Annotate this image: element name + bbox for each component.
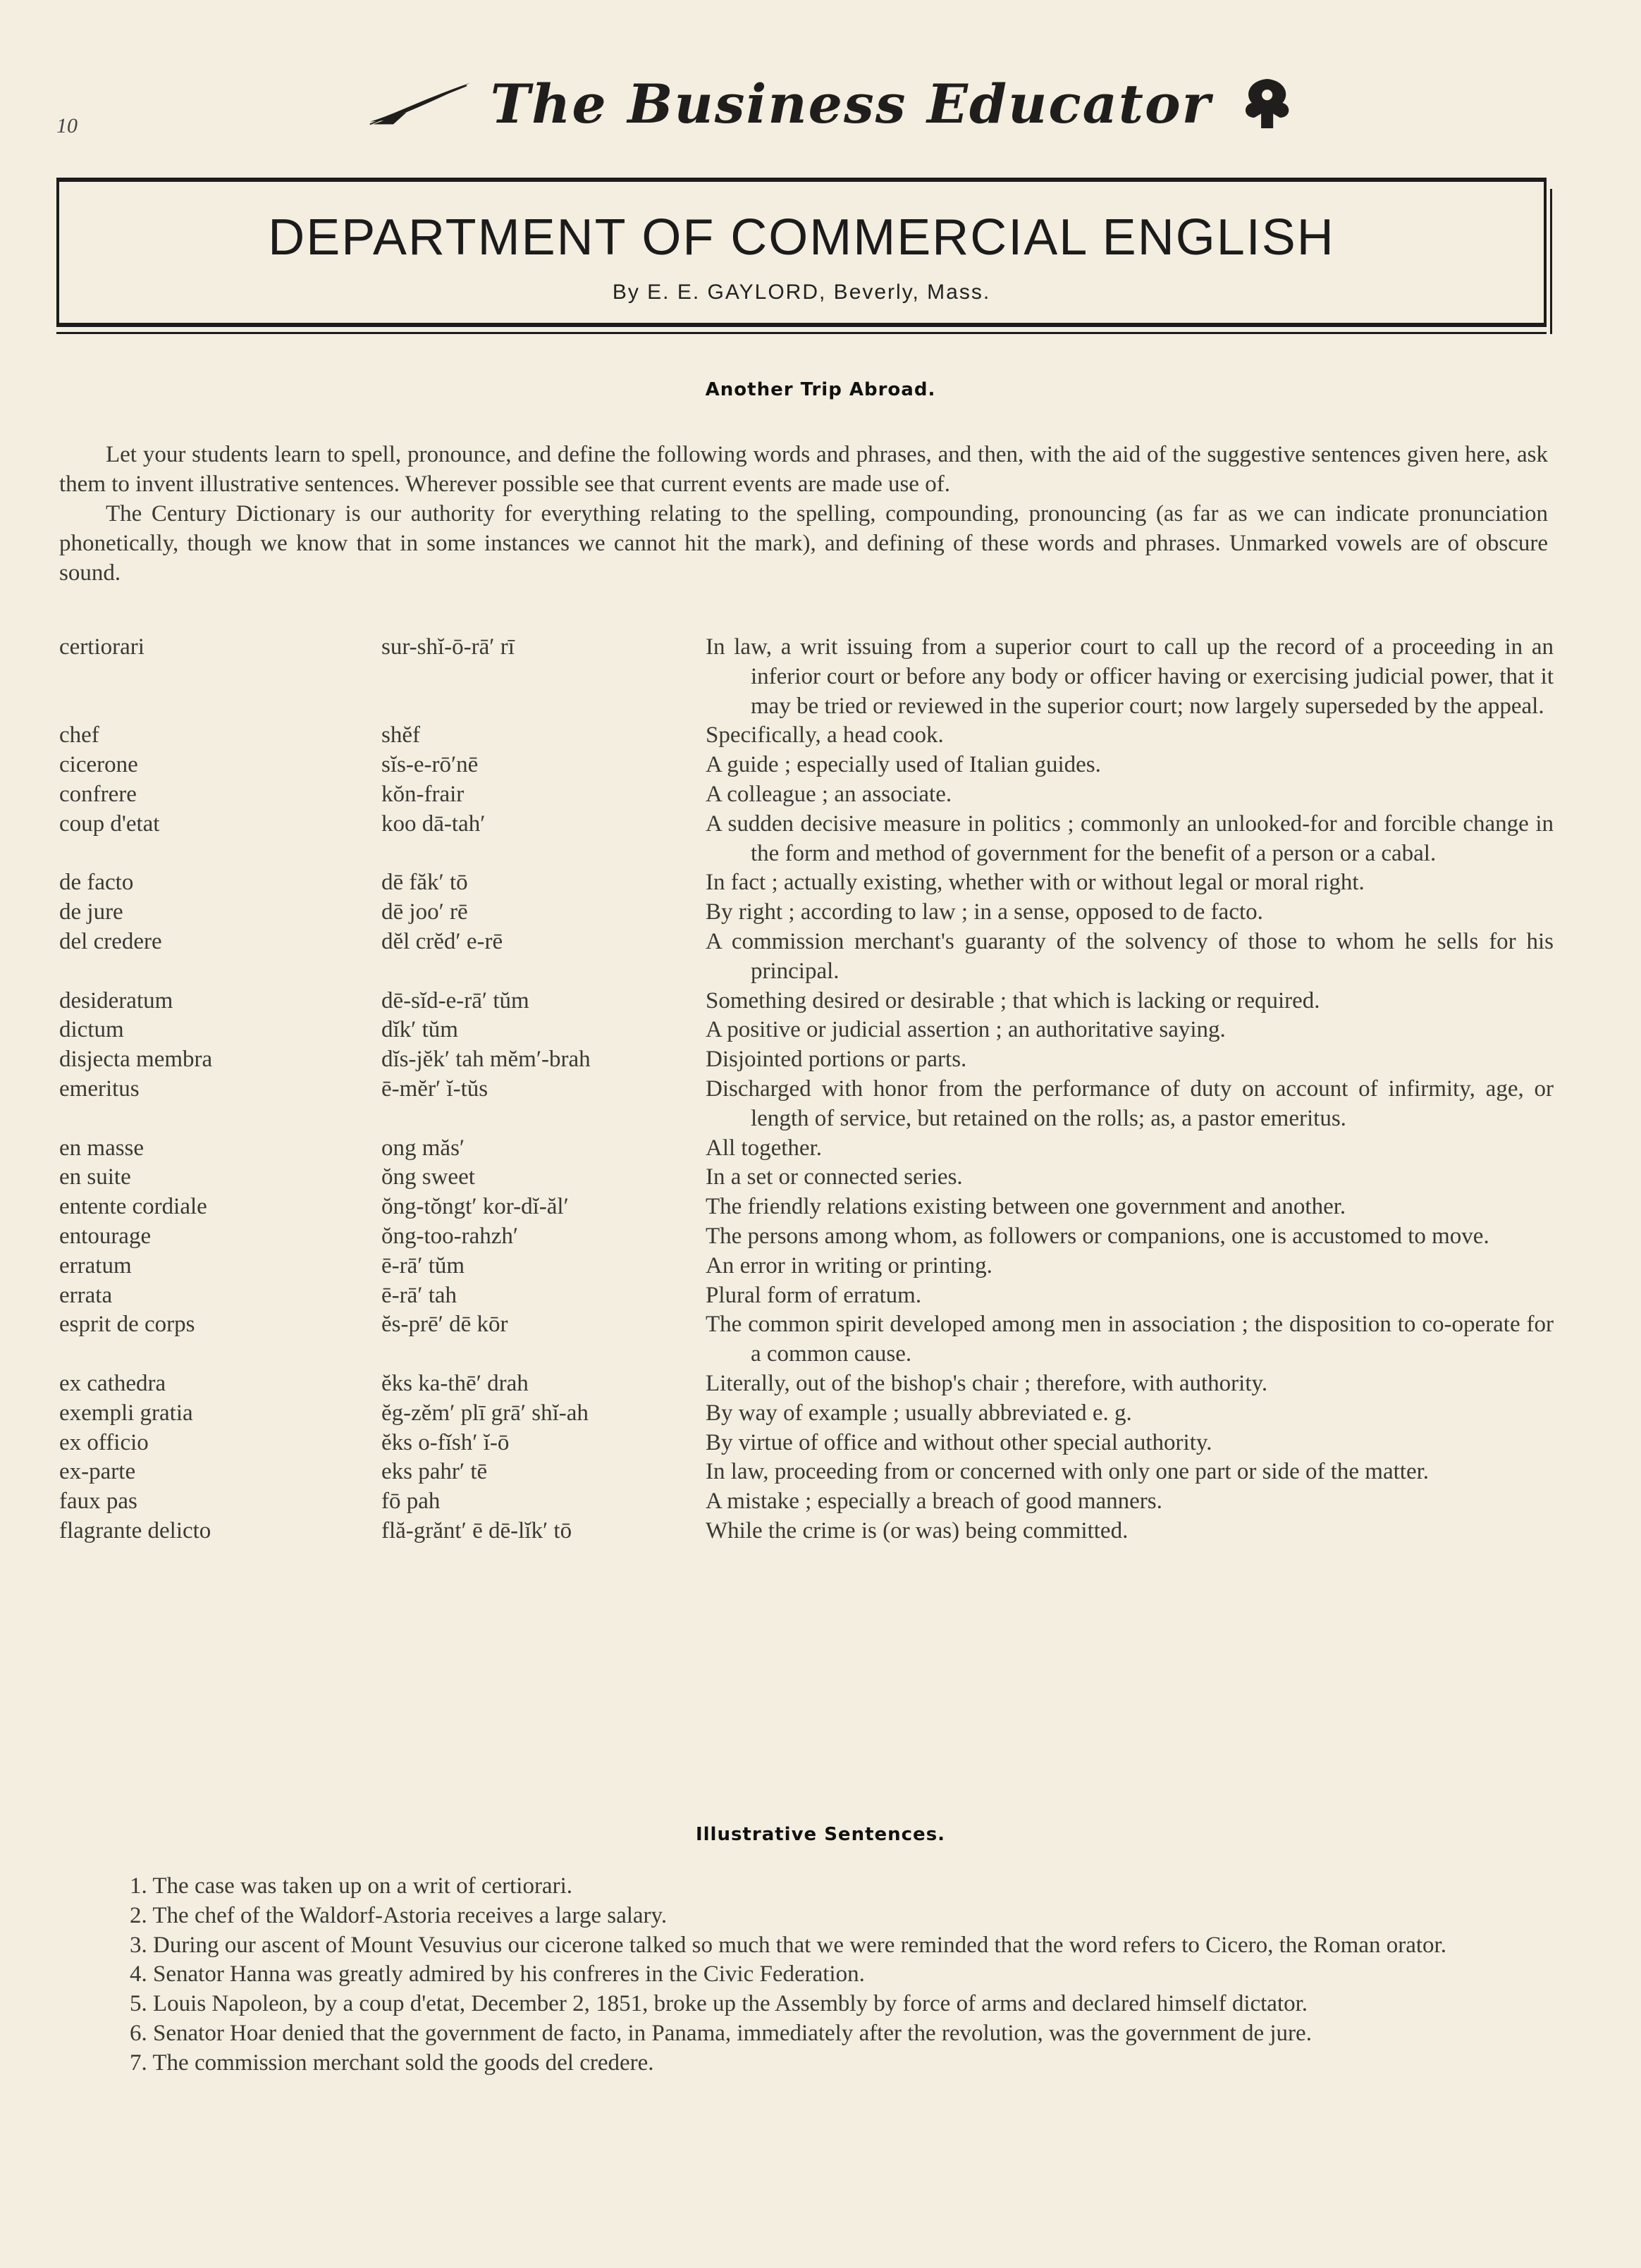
vocab-term: confrere (59, 781, 137, 807)
vocab-pronunciation: ē-mĕr′ ĭ-tŭs (381, 1076, 488, 1102)
vocabulary-table (59, 633, 1554, 1546)
vocab-row (59, 751, 1554, 780)
vocab-pronunciation: sur-shĭ-ō-rā′ rī (381, 634, 515, 660)
vocab-row (59, 1457, 1554, 1487)
vocab-row (59, 1016, 1554, 1045)
vocab-row (59, 810, 1554, 869)
vocab-definition: A mistake ; especially a breach of good manners. (706, 1489, 1162, 1515)
quill-pen-icon (367, 79, 474, 128)
example-sentence: 6. Senator Hoar denied that the government de facto, in Panama, immediately after the revolution, was the government de jure. (130, 2020, 1312, 2046)
vocab-row (59, 1252, 1554, 1281)
vocab-definition: An error in writing or printing. (706, 1252, 992, 1278)
vocab-row (59, 1281, 1554, 1311)
vocab-term: exempli gratia (59, 1400, 193, 1426)
vocab-definition: By way of example ; usually abbreviated e. g. (706, 1400, 1132, 1426)
vocab-pronunciation: dē-sĭd-e-rā′ tŭm (381, 987, 529, 1013)
vocab-term: emeritus (59, 1076, 140, 1102)
vocab-definition: A commission merchant's guaranty of the solvency of those to whom he sells for his principal. (706, 928, 1554, 984)
vocab-pronunciation: koo dā-tah′ (381, 811, 486, 837)
vocab-row (59, 1310, 1554, 1369)
vocab-term: de facto (59, 870, 134, 896)
vocab-pronunciation: ē-rā′ tŭm (381, 1252, 465, 1278)
vocab-term: entente cordiale (59, 1194, 207, 1220)
example-sentence: 3. During our ascent of Mount Vesuvius our cicerone talked so much that we were reminded that the word refers to Cicero, the Roman orator. (130, 1932, 1446, 1958)
vocab-definition: In law, proceeding from or concerned with only one part or side of the matter. (706, 1459, 1430, 1485)
vocab-pronunciation: dĕl crĕd′ e-rē (381, 928, 503, 954)
vocab-definition: The persons among whom, as followers or companions, one is accustomed to move. (706, 1223, 1489, 1249)
vocab-term: ex officio (59, 1429, 149, 1455)
vocab-definition: Literally, out of the bishop's chair ; therefore, with authority. (706, 1370, 1268, 1396)
vocab-pronunciation: ŏng-too-rahzh′ (381, 1223, 519, 1249)
vocab-pronunciation: ĕg-zĕm′ plī grā′ shĭ-ah (381, 1400, 589, 1426)
vocab-pronunciation: ĕs-prē′ dē kōr (381, 1312, 508, 1338)
vocab-term: faux pas (59, 1489, 137, 1515)
vocab-term: en masse (59, 1135, 145, 1161)
vocab-row (59, 1369, 1554, 1399)
vocab-term: cicerone (59, 752, 138, 778)
masthead-title: The Business Educator (490, 72, 1212, 135)
vocab-term: esprit de corps (59, 1312, 195, 1338)
vocab-definition: Discharged with honor from the performance of duty on account of infirmity, age, or length of service, but retained on the rolls; as, a pastor emeritus. (706, 1076, 1554, 1131)
vocab-pronunciation: dē joo′ rē (381, 899, 468, 925)
vocab-pronunciation: fō pah (381, 1489, 441, 1515)
vocab-definition: The friendly relations existing between one government and another. (706, 1194, 1346, 1220)
vocab-pronunciation: flă-grănt′ ē dē-lĭk′ tō (381, 1517, 572, 1543)
vocab-pronunciation: dē făk′ tō (381, 870, 468, 896)
vocab-pronunciation: kŏn-frair (381, 781, 465, 807)
vocab-definition: In fact ; actually existing, whether with or without legal or moral right. (706, 870, 1365, 896)
vocab-term: flagrante delicto (59, 1517, 211, 1543)
vocab-term: disjecta membra (59, 1047, 213, 1073)
vocab-pronunciation: dĭk′ tŭm (381, 1017, 458, 1043)
vocab-pronunciation: shĕf (381, 722, 420, 748)
vocab-pronunciation: ĕks ka-thē′ drah (381, 1370, 529, 1396)
vocab-row (59, 927, 1554, 987)
section-title-sentences: Illustrative Sentences. (695, 1824, 946, 1845)
vocab-row (59, 780, 1554, 810)
intro-paragraph: Let your students learn to spell, pronounce, and define the following words and phrases, and then, with the aid of the suggestive sentences given here, ask them to invent illustrative sentences. Wherever possible see that current events are made use of. (59, 442, 1548, 497)
department-header-box (56, 178, 1547, 327)
vocab-pronunciation: dĭs-jĕk′ tah mĕm′-brah (381, 1047, 591, 1073)
vocab-pronunciation: sĭs-e-rō′nē (381, 752, 479, 778)
vocab-pronunciation: ŏng sweet (381, 1164, 475, 1190)
author-byline: By E. E. GAYLORD, Beverly, Mass. (612, 281, 991, 304)
vocab-definition: While the crime is (or was) being committed. (706, 1517, 1129, 1543)
vocab-row (59, 721, 1554, 751)
vocab-definition: By right ; according to law ; in a sense, opposed to de facto. (706, 899, 1263, 925)
vocab-term: en suite (59, 1164, 131, 1190)
vocab-term: certiorari (59, 634, 145, 660)
intro-paragraph: The Century Dictionary is our authority for everything relating to the spelling, compounding, pronouncing (as far as we can indicate pronunciation phonetically, though we know that in some instances we cannot hit the mark), and defining of these words and phrases. Unmarked vowels are of obscure sound. (59, 501, 1548, 586)
vocab-term: del credere (59, 928, 162, 954)
vocab-definition: A guide ; especially used of Italian guides. (706, 752, 1101, 778)
vocab-row (59, 1134, 1554, 1164)
vocab-row (59, 1163, 1554, 1192)
vocab-definition: A colleague ; an associate. (706, 781, 952, 807)
vocab-term: chef (59, 722, 99, 748)
illustrative-sentences (59, 1872, 1548, 2078)
vocab-pronunciation: ĕks o-fĭsh′ ĭ-ō (381, 1429, 510, 1455)
vocab-row (59, 1399, 1554, 1429)
vocab-term: desideratum (59, 987, 173, 1013)
vocab-pronunciation: ŏng-tŏngt′ kor-dĭ-ăl′ (381, 1194, 569, 1220)
vocab-pronunciation: ē-rā′ tah (381, 1282, 457, 1308)
vocab-definition: By virtue of office and without other special authority. (706, 1429, 1212, 1455)
vocab-term: erratum (59, 1252, 132, 1278)
vocab-term: ex cathedra (59, 1370, 166, 1396)
vocab-row (59, 633, 1554, 721)
vocab-pronunciation: eks pahr′ tē (381, 1459, 488, 1485)
vocab-definition: Plural form of erratum. (706, 1282, 922, 1308)
example-sentence: 1. The case was taken up on a writ of certiorari. (130, 1873, 572, 1899)
vocab-row (59, 1192, 1554, 1222)
example-sentence: 5. Louis Napoleon, by a coup d'etat, December 2, 1851, broke up the Assembly by force of arms and declared himself dictator. (130, 1991, 1308, 2017)
vocab-term: coup d'etat (59, 811, 160, 837)
vocab-term: ex-parte (59, 1459, 136, 1485)
vocab-row (59, 1045, 1554, 1075)
vocab-definition: All together. (706, 1135, 822, 1161)
emblem-icon (1237, 72, 1297, 135)
vocab-term: entourage (59, 1223, 152, 1249)
vocab-term: dictum (59, 1017, 124, 1043)
intro-text (59, 440, 1548, 588)
vocab-row (59, 868, 1554, 898)
vocab-definition: A positive or judicial assertion ; an authoritative saying. (706, 1017, 1226, 1043)
example-sentence: 7. The commission merchant sold the goods del credere. (130, 2050, 654, 2076)
example-sentence: 4. Senator Hanna was greatly admired by his confreres in the Civic Federation. (130, 1961, 865, 1987)
vocab-pronunciation: ong măs′ (381, 1135, 465, 1161)
masthead (367, 65, 1297, 142)
example-sentence: 2. The chef of the Waldorf-Astoria receives a large salary. (130, 1902, 668, 1928)
vocab-definition: Disjointed portions or parts. (706, 1047, 967, 1073)
department-title: DEPARTMENT OF COMMERCIAL ENGLISH (268, 209, 1335, 266)
vocab-row (59, 1487, 1554, 1517)
page-number: 10 (56, 114, 78, 137)
section-title-trip: Another Trip Abroad. (705, 379, 936, 400)
vocab-row (59, 1222, 1554, 1252)
vocab-term: errata (59, 1282, 113, 1308)
vocab-definition: In a set or connected series. (706, 1164, 963, 1190)
vocab-definition: A sudden decisive measure in politics ; commonly an unlooked-for and forcible change in the form and method of government for the benefit of a person or a cabal. (706, 811, 1554, 866)
vocab-row (59, 1429, 1554, 1458)
vocab-row (59, 987, 1554, 1016)
vocab-row (59, 1075, 1554, 1134)
vocab-term: de jure (59, 899, 123, 925)
vocab-definition: In law, a writ issuing from a superior court to call up the record of a proceeding in an inferior court or before any body or officer having or exercising judicial power, that it may be tried or reviewed in the superior court; now largely superseded by the appeal. (706, 634, 1554, 719)
vocab-row (59, 898, 1554, 927)
vocab-row (59, 1517, 1554, 1546)
vocab-definition: The common spirit developed among men in association ; the disposition to co-operate for a common cause. (706, 1312, 1554, 1367)
vocab-definition: Something desired or desirable ; that which is lacking or required. (706, 987, 1320, 1013)
vocab-definition: Specifically, a head cook. (706, 722, 944, 748)
